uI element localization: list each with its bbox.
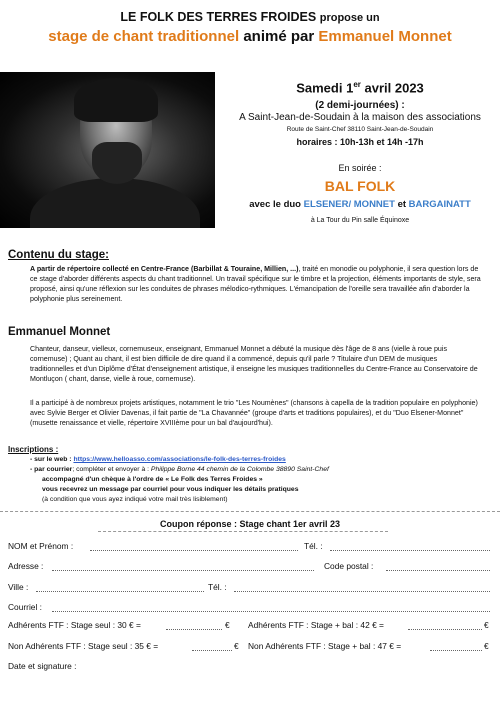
date-sup: er — [353, 80, 361, 89]
inscription-web — [30, 456, 286, 463]
adresse-field[interactable] — [52, 562, 314, 571]
adherent-stage-field[interactable] — [166, 621, 222, 630]
inscription-post — [30, 466, 329, 473]
event-date — [220, 80, 500, 95]
event-demi: (2 demi-journées) : — [315, 100, 405, 111]
non-adherent-stage-field[interactable] — [192, 642, 232, 651]
contenu-title: Contenu du stage: — [8, 249, 109, 261]
event-location: A Saint-Jean-de-Soudain à la maison des associations — [239, 112, 481, 123]
coupon-title: Coupon réponse : Stage chant 1er avril 23 — [159, 519, 341, 529]
nom-field[interactable] — [90, 542, 298, 551]
cp-field[interactable] — [386, 562, 490, 571]
tel-field[interactable] — [330, 542, 490, 551]
bal-bands — [220, 199, 500, 210]
header-stage: stage de chant traditionnel — [48, 28, 240, 45]
courriel-label: Courriel : — [8, 602, 42, 612]
adresse-label: Adresse : — [8, 561, 44, 571]
event-route: Route de Saint-Chef 38110 Saint-Jean-de-Soudain — [286, 126, 434, 133]
adherent-stage-label: Adhérents FTF : Stage seul : 30 € = — [8, 620, 141, 630]
inscription-condition: (à condition que vous ayez indiqué votre mail très lisiblement) — [42, 496, 228, 503]
date-day: Samedi 1 — [296, 80, 354, 96]
duo-pre: avec le duo — [249, 199, 301, 210]
date-signature-label: Date et signature : — [8, 661, 77, 671]
euro-4: € — [484, 641, 489, 651]
euro-2: € — [484, 620, 489, 630]
event-hours: horaires : 10h-13h et 14h -17h — [296, 137, 424, 147]
contenu-text: , traité en monodie ou polyphonie, il sera question lors de ce stage d'aborder différents aspects du chant traditionnel. Un travail spécifique sur le timbre et la projection, éléments importants de style, sera proposé, ainsi qu'une réflexion sur les conduites de phrases mélodico-rythmiques. L'émancipation de l'oreille sera travaillée afin d'aborder la polyphonie plus sereinement. — [30, 265, 481, 304]
organizer-name: LE FOLK DES TERRES FROIDES — [120, 10, 317, 24]
duo-et: et — [397, 199, 407, 210]
bio-paragraph-1: Chanteur, danseur, vielleux, cornemuseux, enseignant, Emmanuel Monnet a débuté la musique dès l'âge de 8 ans (vielle à roue puis cornemuse) ; Quant au chant, il est bien difficile de dire quand il a commencé, depuis qu'il parle ? Titulaire d'un DEM de musiques traditionnelles et d'un Diplôme d'État d'enseignement artistique, il enseigne les musiques traditionnelles du Centre-France au Conservatoire de Montluçon ( chant, danse, vielle à roue, cornemuse). — [30, 345, 478, 384]
tel-label: Tél. : — [304, 541, 323, 551]
contenu-paragraph — [30, 264, 482, 304]
non-adherent-stage-label: Non Adhérents FTF : Stage seul : 35 € = — [8, 641, 159, 651]
contenu-heading — [8, 249, 109, 261]
adherent-bal-field[interactable] — [408, 621, 482, 630]
non-adherent-bal-label: Non Adhérents FTF : Stage + bal : 47 € = — [248, 641, 402, 651]
tel2-field[interactable] — [234, 583, 490, 592]
bal-folk-title: BAL FOLK — [324, 178, 396, 194]
cp-label: Code postal : — [324, 561, 374, 571]
courriel-field[interactable] — [52, 603, 490, 612]
inscriptions-heading: Inscriptions : — [8, 445, 59, 454]
post-label: - par courrier — [30, 466, 73, 473]
web-label: - sur le web : — [30, 456, 72, 463]
helloasso-link[interactable]: https://www.helloasso.com/associations/le-folk-des-terres-froides — [73, 456, 286, 463]
nom-label: NOM et Prénom : — [8, 541, 74, 551]
band-elsener-monnet: ELSENER/ MONNET — [303, 199, 395, 210]
date-month: avril 2023 — [364, 80, 424, 96]
non-adherent-bal-field[interactable] — [430, 642, 482, 651]
bio-heading: Emmanuel Monnet — [8, 326, 111, 338]
teacher-photo — [0, 72, 215, 228]
contenu-lead: A partir de répertoire collecté en Centre-France (Barbillat & Touraine, Millien, ...) — [30, 265, 299, 273]
band-bargainatt: BARGAINATT — [408, 199, 471, 210]
post-text: ; compléter et envoyer à : — [72, 466, 150, 473]
adherent-bal-label: Adhérents FTF : Stage + bal : 42 € = — [248, 620, 384, 630]
inscription-message: vous recevrez un message par courriel pour vous indiquer les détails pratiques — [42, 486, 299, 493]
euro-1: € — [225, 620, 230, 630]
header-teacher: Emmanuel Monnet — [318, 28, 452, 45]
header-line-1 — [0, 10, 500, 24]
ville-field[interactable] — [36, 583, 204, 592]
bio-paragraph-2: Il a participé à de nombreux projets artistiques, notamment le trio "Les Noumènes" (chansons à capella de la tradition populaire en polyphonie) avec Sylvie Berger et Olivier Davenas, il fait partie de "La Chavannée" (groupe d'arts et traditions populaires), et du "Duo Elsener-Monnet" (musette renaissance et vielle, répertoire XVIIIème pour un bal d'aujourd'hui). — [30, 399, 478, 428]
bal-venue: à La Tour du Pin salle Équinoxe — [310, 217, 410, 224]
header-anime: animé par — [243, 28, 315, 45]
tel2-label: Tél. : — [208, 582, 227, 592]
post-address: Philippe Borne 44 chemin de la Colombe 38890 Saint-Chef — [150, 466, 329, 473]
coupon-divider — [98, 531, 388, 532]
evening-label: En soirée : — [338, 163, 382, 173]
header-line-2 — [0, 28, 500, 45]
inscription-cheque: accompagné d'un chèque à l'ordre de « Le Folk des Terres Froides » — [42, 476, 263, 483]
cut-line — [0, 511, 500, 512]
ville-label: Ville : — [8, 582, 29, 592]
header-propose: propose un — [319, 12, 380, 24]
euro-3: € — [234, 641, 239, 651]
